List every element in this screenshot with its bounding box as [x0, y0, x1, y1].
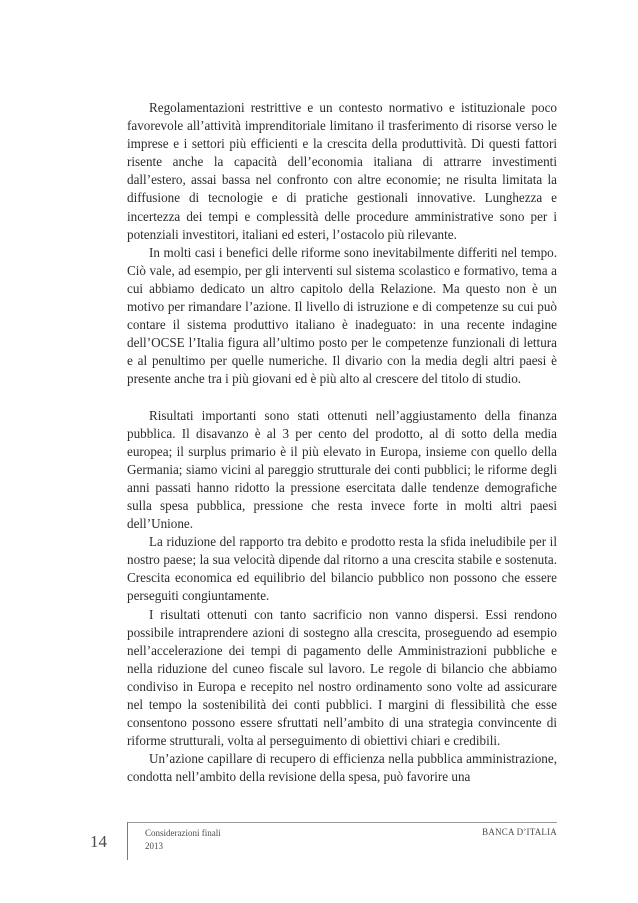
footer-section	[145, 827, 221, 853]
paragraph: In molti casi i benefici delle riforme sono inevitabilmente differiti nel tempo. Ciò vale, ad esempio, per gli interventi sul sistema scolastico e formativo, tema a cui abbiamo dedicato un altro capitolo della Relazione. Ma questo non è un motivo per rimandare l’azione. Il livello di istruzione e di competenze su cui può contare il sistema produttivo italiano è inadeguato: in una recente indagine dell’OCSE l’Italia figura all’ultimo posto per le competenze funzionali di lettura e al penultimo per quelle numeriche. Il divario con la media degli altri paesi è presente anche tra i più giovani ed è più alto al crescere del titolo di studio.	[127, 244, 557, 387]
page-number: 14	[90, 832, 107, 851]
paragraph: Un’azione capillare di recupero di efficienza nella pubblica amministrazione, condotta nell’ambito della revisione della spesa, può favorire una	[127, 751, 557, 785]
paragraph: I risultati ottenuti con tanto sacrificio non vanno dispersi. Essi rendono possibile intraprendere azioni di sostegno alla crescita, proseguendo ad esempio nell’accelerazione dei tempi di pagamento delle Amministrazioni pubbliche e nella riduzione del cuneo fiscale sul lavoro. Le regole di bilancio che abbiamo condiviso in Europa e recepito nel nostro ordinamento sono volte ad assicurare nel tempo la sostenibilità dei conti pubblici. I margini di flessibilità che esse consentono possono essere sfruttati nell’ambito di una strategia convincente di riforme strutturali, volta al perseguimento di obiettivi chiari e credibili.	[127, 606, 557, 749]
footer-divider	[127, 822, 557, 823]
footer-publisher: BANCA D’ITALIA	[482, 827, 557, 837]
paragraph: Regolamentazioni restrittive e un contesto normativo e istituzionale poco favorevole all’attività imprenditoriale limitano il trasferimento di risorse verso le imprese e i settori più efficienti e la crescita della produttività. Di questi fattori risente anche la capacità dell’economia italiana di attrarre investimenti dall’estero, assai bassa nel confronto con altre economie; ne risulta limitata la diffusione di tecnologie e di pratiche gestionali innovative. Lunghezza e incertezza dei tempi e complessità delle procedure amministrative sono per i potenziali investitori, italiani ed esteri, l’ostacolo più rilevante.	[127, 100, 557, 242]
footer-vertical-rule	[127, 822, 128, 860]
body-text	[127, 99, 557, 786]
paragraph: La riduzione del rapporto tra debito e prodotto resta la sfida ineludibile per il nostro paese; la sua velocità dipende dal ritorno a una crescita stabile e sostenuta. Crescita economica ed equilibrio del bilancio pubblico non possono che essere perseguiti congiuntamente.	[127, 534, 557, 604]
footer-year: 2013	[145, 841, 163, 851]
paragraph: Risultati importanti sono stati ottenuti nell’aggiustamento della finanza pubblica. Il disavanzo è al 3 per cento del prodotto, al di sotto della media europea; il surplus primario è il più elevato in Europa, insieme con quello della Germania; siamo vicini al pareggio strutturale dei conti pubblici; le riforme degli anni passati hanno ridotto la pressione esercitata dalle tendenze demografiche sulla spesa pubblica, pressione che resta invece forte in molti altri paesi dell’Unione.	[127, 407, 557, 532]
footer-section-title: Considerazioni finali	[145, 828, 221, 838]
